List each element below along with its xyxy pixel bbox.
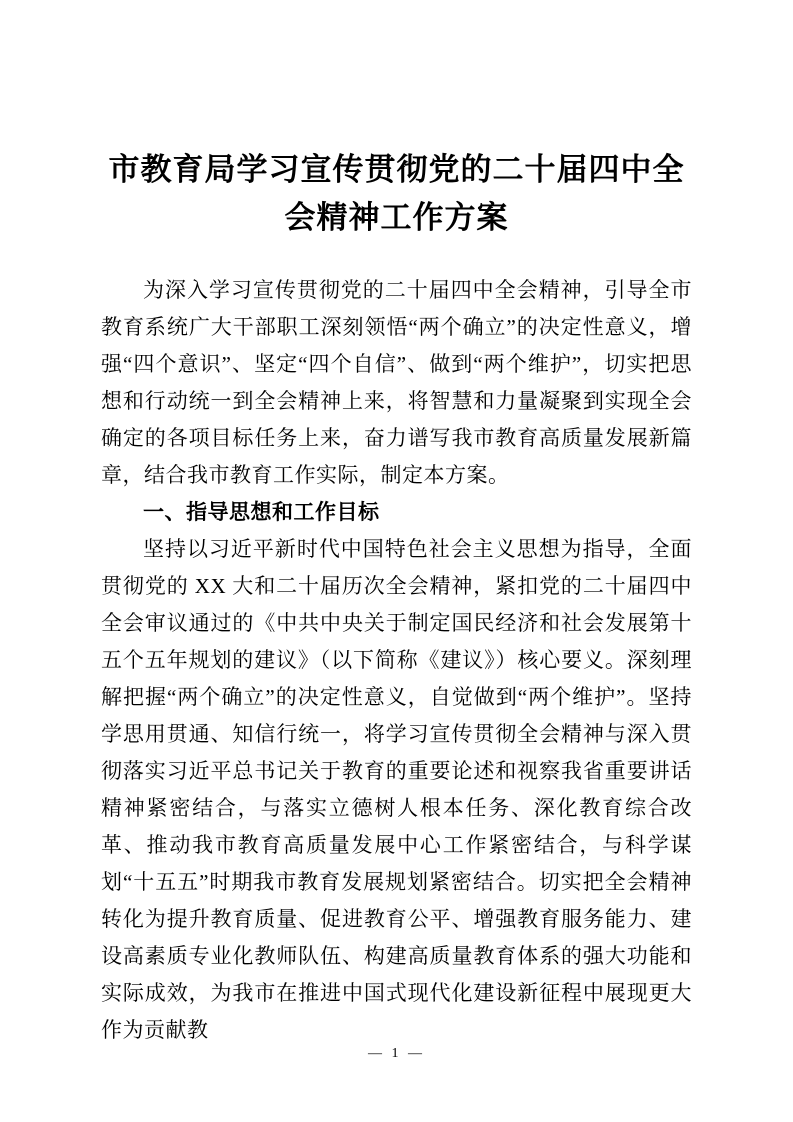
document-title: 市教育局学习宣传贯彻党的二十届四中全会精神工作方案 <box>108 152 685 235</box>
page-number: — 1 — <box>368 1046 425 1061</box>
paragraph-guiding-thought: 坚持以习近平新时代中国特色社会主义思想为指导，全面贯彻党的 XX 大和二十届历次全会精神，紧扣党的二十届四中全会审议通过的《中共中央关于制定国民经济和社会发展第十五个五年规划的建议》（以下简称《建议》）核心要义。深刻理解把握“两个确立”的决定性意义，自觉做到“两个维护”。坚持学思用贯通、知信行统一，将学习宣传贯彻全会精神与深入贯彻落实习近平总书记关于教育的重要论述和视察我省重要讲话精神紧密结合，与落实立德树人根本任务、深化教育综合改革、推动我市教育高质量发展中心工作紧密结合，与科学谋划“十五五”时期我市教育发展规划紧密结合。切实把全会精神转化为提升教育质量、促进教育公平、增强教育服务能力、建设高素质专业化教师队伍、构建高质量教育体系的强大功能和实际成效，为我市在推进中国式现代化建设新征程中展现更大作为贡献教 <box>101 537 692 1042</box>
section-heading: 一、指导思想和工作目标 <box>143 500 380 524</box>
paragraph-intro: 为深入学习宣传贯彻党的二十届四中全会精神，引导全市教育系统广大干部职工深刻领悟“两个确立”的决定性意义，增强“四个意识”、坚定“四个自信”、做到“两个维护”，切实把思想和行动统一到全会精神上来，将智慧和力量凝聚到实现全会确定的各项目标任务上来，奋力谱写我市教育高质量发展新篇章，结合我市教育工作实际，制定本方案。 <box>101 278 692 487</box>
document-body <box>101 272 692 1049</box>
